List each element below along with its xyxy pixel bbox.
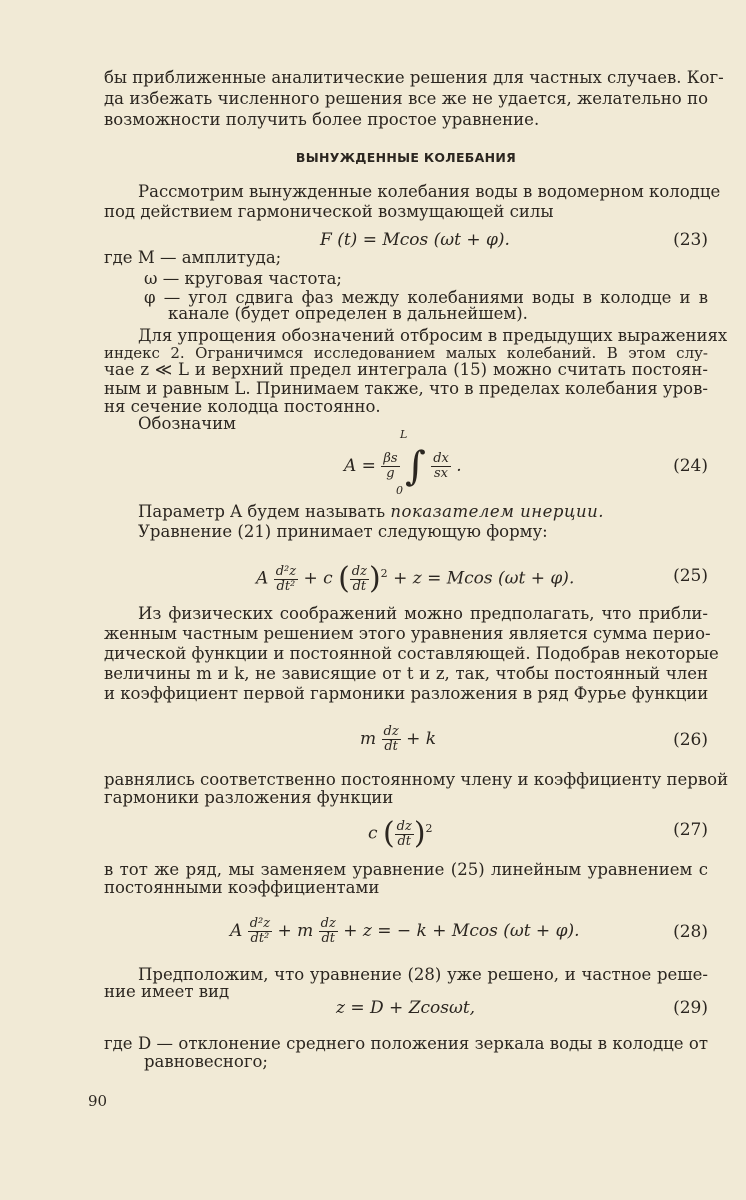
para3-line-2: женным частным решением этого уравнения является сумма перио-: [104, 624, 711, 643]
eq24-f1-num: βs: [383, 451, 398, 466]
para2-line-2: индекс 2. Ограничимся исследованием малых колебаний. В этом слу-: [104, 344, 708, 362]
equation-25-number: (25): [673, 566, 708, 586]
para6-line-1: Предположим, что уравнение (28) уже решено, и частное реше-: [138, 965, 708, 984]
eq24-tail: .: [456, 456, 462, 476]
integral-sign: ∫: [404, 443, 426, 490]
equation-27: [368, 812, 433, 852]
eq24-lhs: A =: [344, 456, 376, 476]
intro-line-1: бы приближенные аналитические решения для частных случаев. Ког-: [104, 68, 724, 87]
where-line-3: φ — угол сдвига фаз между колебаниями воды в колодце и в: [144, 288, 708, 307]
eq27-square: 2: [425, 822, 433, 835]
para2-line-1: Для упрощения обозначений отбросим в предыдущих выражениях: [138, 326, 728, 345]
integral-lower-limit: 0: [396, 484, 403, 497]
para3-line-3: дической функции и постоянной составляющей. Подобрав некоторые: [104, 644, 719, 663]
eq24-fraction-1: [381, 452, 399, 481]
eq28-a: A: [230, 921, 243, 941]
left-paren: (: [338, 561, 350, 597]
para3-line-4: величины m и k, не зависящие от t и z, так, чтобы постоянный член: [104, 664, 708, 683]
equation-26: [360, 722, 436, 756]
intro-line-3: возможности получить более простое уравнение.: [104, 110, 540, 129]
eq26-rest: + k: [406, 729, 437, 749]
equation-26-number: (26): [673, 730, 708, 750]
eq28-fraction-1: [248, 917, 272, 946]
eq26-den: dt: [384, 739, 398, 754]
eq27-c: c: [368, 823, 378, 844]
equation-25: [256, 557, 575, 597]
right-paren: ): [368, 561, 381, 597]
para5-line-1: в тот же ряд, мы заменяем уравнение (25) линейным уравнением с: [104, 860, 708, 879]
where-line-1: где M — амплитуда;: [104, 248, 282, 267]
equation-28: [230, 914, 580, 948]
integral-upper-limit: L: [400, 428, 408, 441]
para4-line-2: гармоники разложения функции: [104, 788, 394, 807]
param-term: показателем инерции.: [390, 502, 604, 521]
eq24-f2-num: dx: [433, 451, 449, 466]
eq25-f1-num: d²z: [275, 563, 297, 579]
param-text: Параметр A будем называть: [138, 502, 391, 521]
eq26-fraction: [382, 725, 401, 754]
eq21-line: Уравнение (21) принимает следующую форму:: [138, 522, 548, 541]
left-paren: (: [382, 816, 395, 852]
eq24-f2-den: sx: [434, 466, 449, 481]
right-paren: ): [413, 816, 426, 852]
denote-line: Обозначим: [138, 414, 236, 433]
eq24-f1-den: g: [386, 466, 395, 481]
eq28-f1-num: d²z: [249, 916, 271, 931]
para1-line-2: под действием гармонической возмущающей силы: [104, 202, 554, 221]
para5-line-2: постоянными коэффициентами: [104, 878, 380, 897]
para6-line-2: ние имеет вид: [104, 982, 230, 1001]
eq25-a: A: [256, 568, 269, 589]
eq25-square: 2: [380, 567, 388, 580]
para3-line-5: и коэффициент первой гармоники разложения в ряд Фурье функции: [104, 684, 709, 703]
where-line-4: канале (будет определен в дальнейшем).: [168, 304, 528, 323]
equation-29-number: (29): [673, 998, 708, 1018]
page-number: 90: [88, 1092, 108, 1110]
eq25-fraction-1: [274, 565, 298, 594]
eq28-mid: + m: [277, 921, 314, 941]
eq25-fraction-2: [350, 565, 369, 594]
equation-29: z = D + Zcosωt,: [336, 998, 476, 1018]
equation-23: F (t) = Mcos (ωt + φ).: [320, 230, 510, 250]
para1-line-1: Рассмотрим вынужденные колебания воды в водомерном колодце: [138, 182, 721, 201]
eq27-num: dz: [396, 818, 412, 834]
eq27-fraction: [395, 820, 414, 849]
eq25-rhs: + z = Mcos (ωt + φ).: [393, 568, 575, 589]
eq25-f2-num: dz: [351, 563, 367, 579]
param-line: [138, 502, 708, 522]
eq24-fraction-2: [431, 452, 451, 481]
eq25-mid: + c: [303, 568, 333, 589]
eq25-f1-den: dt²: [276, 578, 296, 594]
eq28-fraction-2: [319, 917, 338, 946]
eq28-f2-den: dt: [321, 931, 336, 946]
equation-24-number: (24): [673, 456, 708, 476]
para2-line-4: ным и равным L. Принимаем также, что в пределах колебания уров-: [104, 379, 708, 398]
equation-28-number: (28): [673, 922, 708, 942]
eq25-f2-den: dt: [352, 578, 367, 594]
eq28-rhs: + z = − k + Mcos (ωt + φ).: [343, 921, 580, 941]
where-line-2: ω — круговая частота;: [144, 269, 342, 288]
eq27-den: dt: [397, 833, 412, 849]
para7-line-1: где D — отклонение среднего положения зеркала воды в колодце от: [104, 1034, 708, 1053]
intro-line-2: да избежать численного решения все же не удается, желательно по: [104, 89, 708, 108]
section-heading: ВЫНУЖДЕННЫЕ КОЛЕБАНИЯ: [295, 150, 517, 165]
equation-27-number: (27): [673, 820, 708, 840]
para3-line-1: Из физических соображений можно предполагать, что прибли-: [138, 604, 708, 623]
equation-24: [344, 443, 462, 490]
eq26-num: dz: [383, 724, 399, 739]
equation-23-number: (23): [673, 230, 708, 250]
para7-line-2: равновесного;: [144, 1052, 268, 1071]
para2-line-5: ня сечение колодца постоянно.: [104, 397, 381, 416]
eq28-f1-den: dt²: [250, 931, 270, 946]
eq28-f2-num: dz: [320, 916, 336, 931]
eq26-m: m: [360, 729, 377, 749]
para2-line-3: чае z ≪ L и верхний предел интеграла (15) можно считать постоян-: [104, 360, 708, 379]
para4-line-1: равнялись соответственно постоянному члену и коэффициенту первой: [104, 770, 729, 789]
